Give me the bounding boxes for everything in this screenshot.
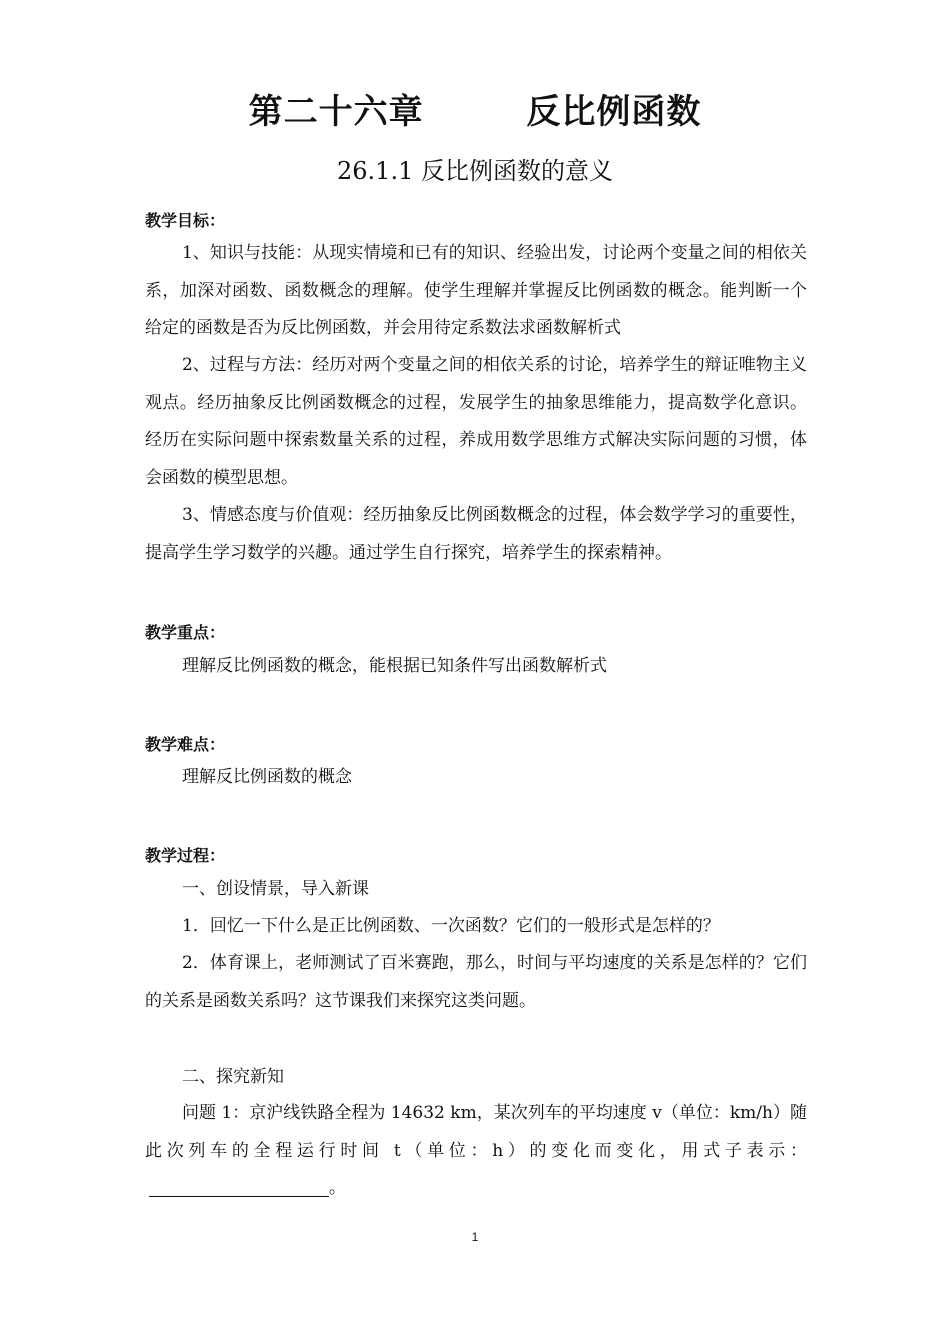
section-create-scenario: 一、创设情景，导入新课 [182,879,369,899]
question-2: 2．体育课上，老师测试了百米赛跑，那么，时间与平均速度的关系是怎样的？它们的关系是函数关系吗？这节课我们来探究这类问题。 [145,953,807,1011]
chapter-title: 第二十六章 反比例函数 [248,92,702,132]
key-points-heading: 教学重点： [145,623,226,642]
section-explore: 二、探究新知 [182,1067,284,1087]
problem-1-text: 问题 1：京沪线铁路全程为 14632 km，某次列车的平均速度 v（单位：km/h）随此次列车的全程运行时间 t（单位：h）的变化而变化，用式子表示： [145,1103,807,1161]
question-1: 1．回忆一下什么是正比例函数、一次函数？它们的一般形式是怎样的？ [182,916,720,936]
objective-process: 2、过程与方法：经历对两个变量之间的相依关系的讨论，培养学生的辩证唯物主义观点。经历抽象反比例函数概念的过程，发展学生的抽象思维能力，提高数学化意识。 经历在实际问题中探索数量关系的过程，养成用数学思维方式解决实际问题的习惯，体会函数的模型思想。 [145,355,807,488]
problem-1 [145,1095,807,1208]
key-points-text: 理解反比例函数的概念，能根据已知条件写出函数解析式 [182,656,607,676]
objective-attitude: 3、情感态度与价值观：经历抽象反比例函数概念的过程，体会数学学习的重要性，提高学生学习数学的兴趣。通过学生自行探究，培养学生的探索精神。 [145,505,807,563]
section-subtitle: 26.1.1 反比例函数的意义 [337,157,613,185]
difficulties-text: 理解反比例函数的概念 [182,767,352,787]
process-heading: 教学过程： [145,846,226,865]
difficulties-heading: 教学难点： [145,735,226,754]
problem-1-end: 。 [329,1178,346,1198]
page-number: 1 [471,1230,479,1244]
objective-knowledge: 1、知识与技能：从现实情境和已有的知识、经验出发，讨论两个变量之间的相依关系，加深对函数、函数概念的理解。使学生理解并掌握反比例函数的概念。能判断一个给定的函数是否为反比例函数，并会用待定系数法求函数解析式 [145,243,807,338]
objectives-heading: 教学目标： [145,211,226,230]
answer-blank[interactable] [149,1178,329,1197]
